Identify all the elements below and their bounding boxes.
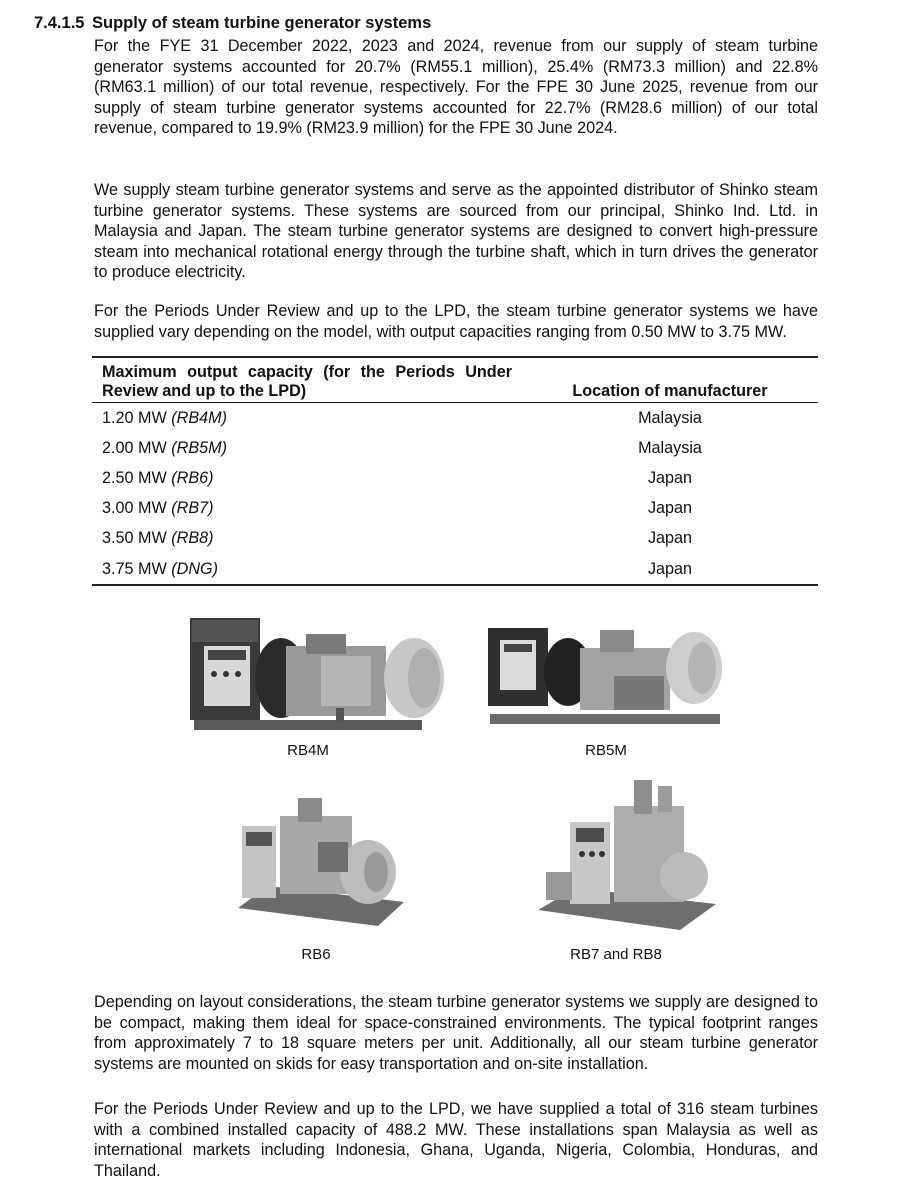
capacity-table — [92, 356, 818, 586]
caption-rb5m: RB5M — [585, 742, 627, 759]
table-row — [92, 524, 818, 554]
section-number: 7.4.1.5 — [34, 14, 85, 32]
capacity-cell: 1.20 MW (RB4M) — [102, 408, 228, 427]
paragraph-capacities: For the Periods Under Review and up to the LPD, the steam turbine generator systems we have supplied vary depending on the model, with output capacities ranging from 0.50 MW to 3.75 MW. — [94, 302, 818, 341]
table-row — [92, 463, 818, 493]
capacity-cell: 3.50 MW (RB8) — [102, 529, 214, 548]
model-code: (RB8) — [171, 529, 214, 548]
caption-rb6: RB6 — [301, 946, 331, 963]
location-cell: Japan — [647, 499, 693, 518]
header-location: Location of manufacturer — [572, 381, 768, 400]
location-cell: Japan — [647, 559, 693, 578]
paragraph-installations: For the Periods Under Review and up to the LPD, we have supplied a total of 316 steam turbines with a combined installed capacity of 488.2 MW. These installations span Malaysia as well as international markets including Indonesia, Ghana, Uganda, Nigeria, Colombia, Honduras, and Thailand. — [94, 1100, 818, 1180]
rb4m-photo — [186, 616, 446, 736]
model-code: (RB4M) — [171, 408, 228, 427]
location-cell: Japan — [647, 468, 693, 487]
rb6-photo — [228, 792, 408, 932]
location-cell: Malaysia — [638, 438, 702, 457]
capacity-cell: 3.75 MW (DNG) — [102, 559, 219, 578]
capacity-cell: 2.00 MW (RB5M) — [102, 438, 228, 457]
location-cell: Japan — [647, 529, 693, 548]
table-row — [92, 494, 818, 524]
section-heading — [34, 14, 431, 33]
caption-rb4m: RB4M — [287, 742, 329, 759]
paragraph-footprint: Depending on layout considerations, the steam turbine generator systems we supply are designed to be compact, making them ideal for space-constrained environments. The typical footprint ranges from approximately 7 to 18 square meters per unit. Additionally, all our steam turbine generator systems are mounted on skids for easy transportation and on-site installation. — [94, 993, 818, 1073]
table-row — [92, 554, 818, 585]
caption-rb7-rb8: RB7 and RB8 — [570, 946, 662, 963]
paragraph-distribution: We supply steam turbine generator systems and serve as the appointed distributor of Shinko steam turbine generator systems. These systems are sourced from our principal, Shinko Ind. Ltd. in Malaysia and Japan. The steam turbine generator systems are designed to convert high-pressure steam into mechanical rotational energy through the turbine shaft, which in turn drives the generator to produce electricity. — [94, 181, 818, 282]
rb5m-photo — [484, 624, 730, 728]
location-cell: Malaysia — [638, 408, 702, 427]
model-code: (DNG) — [171, 559, 219, 578]
table-header-row — [92, 357, 818, 403]
model-code: (RB7) — [171, 499, 214, 518]
rb7-rb8-photo — [530, 776, 720, 936]
model-code: (RB6) — [171, 468, 214, 487]
section-title: Supply of steam turbine generator systems — [92, 14, 432, 32]
capacity-cell: 2.50 MW (RB6) — [102, 468, 214, 487]
capacity-cell: 3.00 MW (RB7) — [102, 499, 214, 518]
table-row — [92, 433, 818, 463]
paragraph-revenue: For the FYE 31 December 2022, 2023 and 2024, revenue from our supply of steam turbine generator systems accounted for 20.7% (RM55.1 million), 25.4% (RM73.3 million) and 22.8% (RM63.1 million) of our total revenue, respectively. For the FPE 30 June 2025, revenue from our supply of steam turbine generator systems accounted for 22.7% (RM28.6 million) of our total revenue, compared to 19.9% (RM23.9 million) for the FPE 30 June 2024. — [94, 37, 818, 138]
header-capacity: Maximum output capacity (for the Periods Under Review and up to the LPD) — [102, 363, 512, 400]
model-code: (RB5M) — [171, 438, 228, 457]
table-row — [92, 403, 818, 434]
